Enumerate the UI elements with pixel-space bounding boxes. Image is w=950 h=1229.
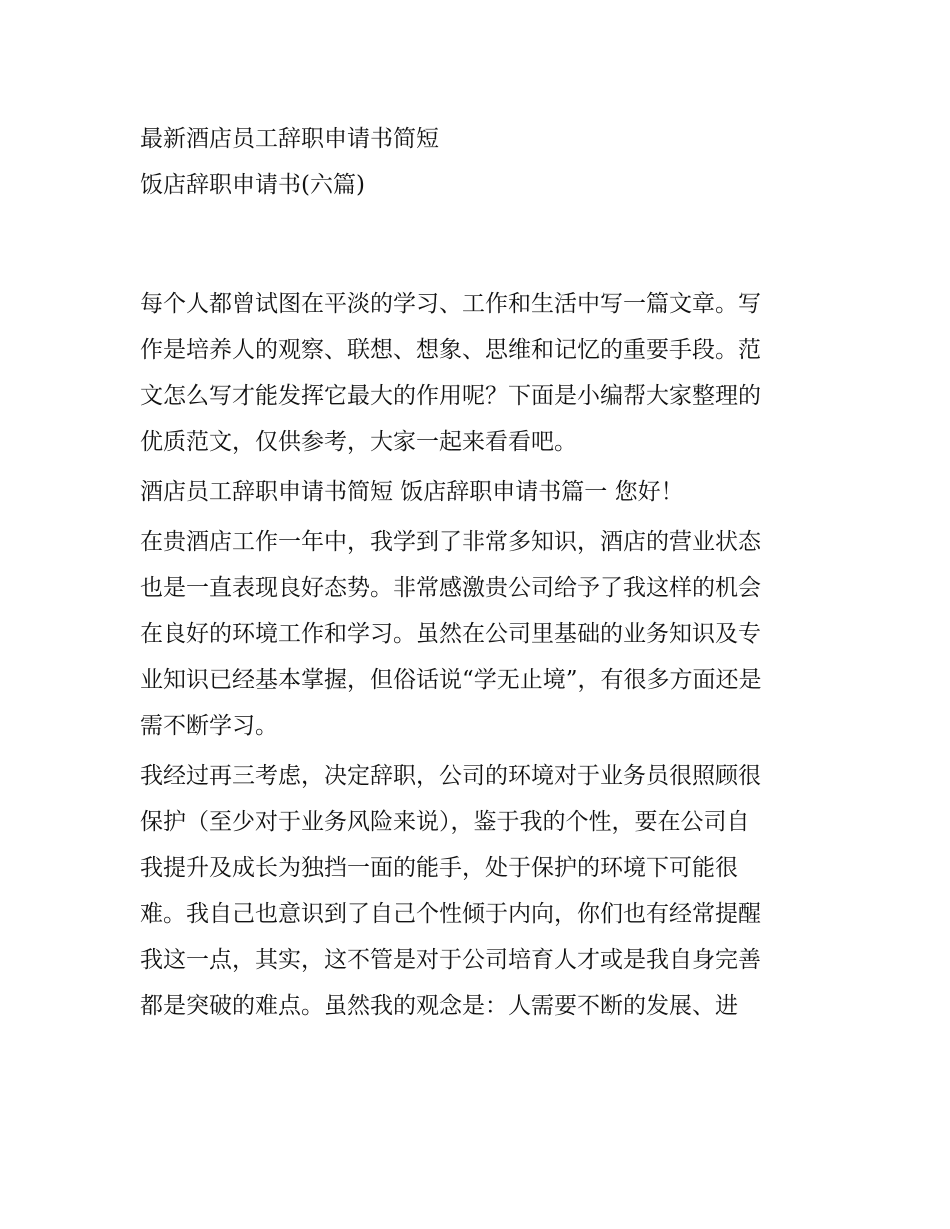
section-heading-paragraph	[140, 469, 830, 515]
document-body	[140, 281, 830, 1029]
text-line: 作是培养人的观察、联想、想象、思维和记忆的重要手段。范	[140, 337, 761, 363]
text-line: 难。我自己也意识到了自己个性倾于内向，你们也有经常提醒	[140, 901, 761, 927]
body-paragraph-1	[140, 519, 830, 749]
text-line: 我经过再三考虑，决定辞职，公司的环境对于业务员很照顾很	[140, 763, 761, 789]
text-line: 都是突破的难点。虽然我的观念是：人需要不断的发展、进	[140, 993, 738, 1019]
text-line: 优质范文，仅供参考，大家一起来看看吧。	[140, 429, 577, 455]
text-line: 业知识已经基本掌握，但俗话说“学无止境”，有很多方面还是	[140, 667, 762, 693]
text-line: 在贵酒店工作一年中，我学到了非常多知识，酒店的营业状态	[140, 529, 761, 555]
intro-paragraph	[140, 281, 830, 465]
text-line: 保护（至少对于业务风险来说），鉴于我的个性，要在公司自	[140, 809, 750, 835]
title-line-1: 最新酒店员工辞职申请书简短	[140, 126, 439, 152]
text-line: 也是一直表现良好态势。非常感激贵公司给予了我这样的机会	[140, 575, 761, 601]
text-line: 文怎么写才能发挥它最大的作用呢？下面是小编帮大家整理的	[140, 383, 761, 409]
body-paragraph-2	[140, 753, 830, 1029]
title-line-2: 饭店辞职申请书(六篇)	[140, 172, 365, 198]
document-title	[140, 116, 840, 208]
text-line: 我提升及成长为独挡一面的能手，处于保护的环境下可能很	[140, 855, 738, 881]
text-line: 酒店员工辞职申请书简短 饭店辞职申请书篇一 您好！	[140, 479, 684, 505]
text-line: 需不断学习。	[140, 713, 278, 739]
text-line: 每个人都曾试图在平淡的学习、工作和生活中写一篇文章。写	[140, 291, 761, 317]
text-line: 在良好的环境工作和学习。虽然在公司里基础的业务知识及专	[140, 621, 761, 647]
text-line: 我这一点，其实，这不管是对于公司培育人才或是我自身完善	[140, 947, 761, 973]
